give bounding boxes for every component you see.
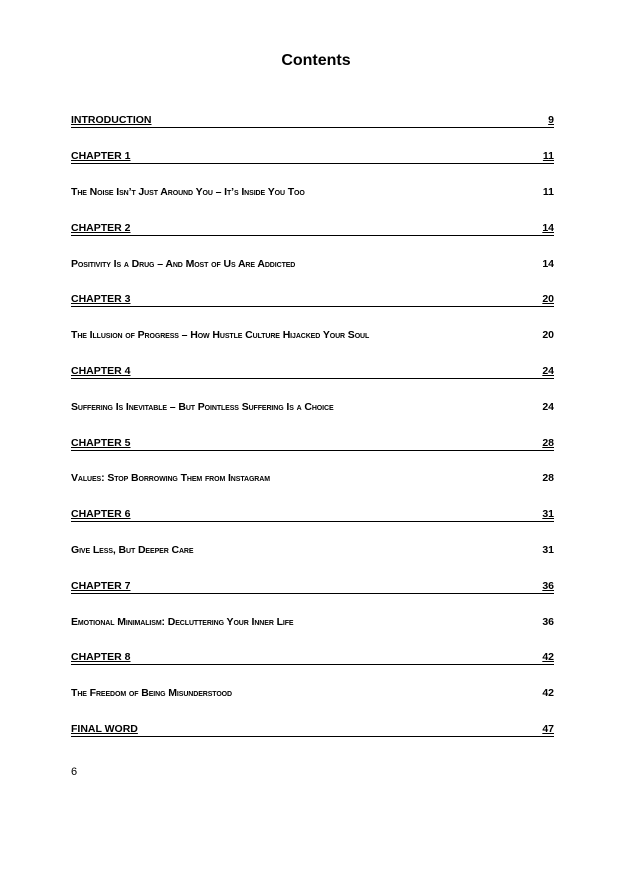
toc-leader-line: [71, 521, 554, 522]
toc-entry-page: 24: [542, 365, 554, 377]
toc-entry-title: Suffering Is Inevitable – But Pointless Suffering Is a Choice: [71, 401, 334, 413]
toc-entry-title: CHAPTER 2: [71, 222, 131, 234]
toc-leader-line: [71, 163, 554, 164]
toc-entry-title: Emotional Minimalism: Decluttering Your Inner Life: [71, 616, 294, 628]
toc-entry-page: 11: [542, 150, 554, 162]
toc-entry-page: 20: [542, 293, 554, 305]
toc-entry-title: The Freedom of Being Misunderstood: [71, 687, 232, 699]
toc-entry-page: 36: [542, 616, 554, 628]
toc-entry-title: CHAPTER 6: [71, 508, 131, 520]
toc-entry-section-3[interactable]: [71, 323, 554, 343]
toc-entry-chapter-5[interactable]: [71, 431, 554, 451]
toc-entry-page: 24: [542, 401, 554, 413]
toc-entry-page: 42: [542, 651, 554, 663]
toc-entry-title: FINAL WORD: [71, 723, 138, 735]
page-title: Contents: [281, 52, 351, 69]
toc-entry-page: 47: [542, 723, 554, 735]
toc-entry-section-2[interactable]: [71, 252, 554, 272]
toc-leader-line: [71, 306, 554, 307]
toc-leader-line: [71, 450, 554, 451]
toc-entry-page: 36: [542, 580, 554, 592]
toc-leader-line: [71, 127, 554, 128]
toc-entry-title: CHAPTER 3: [71, 293, 131, 305]
toc-entry-page: 14: [542, 222, 554, 234]
toc-leader-line: [71, 235, 554, 236]
toc-entry-section-7[interactable]: [71, 610, 554, 630]
toc-entry-introduction[interactable]: [71, 108, 554, 128]
toc-leader-line: [71, 664, 554, 665]
toc-entry-title: Give Less, But Deeper Care: [71, 544, 194, 556]
toc-entry-title: Positivity Is a Drug – And Most of Us Are Addicted: [71, 258, 296, 270]
toc-entry-section-6[interactable]: [71, 538, 554, 558]
toc-entry-title: The Noise Isn’t Just Around You – It’s Inside You Too: [71, 186, 305, 198]
toc-entry-title: CHAPTER 5: [71, 437, 131, 449]
toc-entry-section-1[interactable]: [71, 180, 554, 200]
toc-entry-page: 20: [542, 329, 554, 341]
toc-entry-chapter-6[interactable]: [71, 502, 554, 522]
toc-entry-chapter-1[interactable]: [71, 144, 554, 164]
toc-entry-chapter-7[interactable]: [71, 574, 554, 594]
toc-entry-page: 31: [542, 508, 554, 520]
toc-entry-title: CHAPTER 7: [71, 580, 131, 592]
toc-entry-chapter-8[interactable]: [71, 645, 554, 665]
toc-entry-page: 28: [542, 437, 554, 449]
toc-entry-title: Values: Stop Borrowing Them from Instagram: [71, 472, 270, 484]
toc-entry-title: INTRODUCTION: [71, 114, 152, 126]
toc-entry-chapter-3[interactable]: [71, 287, 554, 307]
toc-entry-title: CHAPTER 4: [71, 365, 131, 377]
toc-entry-final-word[interactable]: [71, 717, 554, 737]
toc-leader-line: [71, 593, 554, 594]
toc-entry-title: The Illusion of Progress – How Hustle Culture Hijacked Your Soul: [71, 329, 370, 341]
toc-leader-line: [71, 736, 554, 737]
page-number: 6: [71, 766, 78, 778]
toc-entry-title: CHAPTER 1: [71, 150, 131, 162]
toc-entry-title: CHAPTER 8: [71, 651, 131, 663]
toc-entry-chapter-4[interactable]: [71, 359, 554, 379]
toc-entry-page: 9: [548, 114, 554, 126]
toc-entry-page: 14: [542, 258, 554, 270]
toc-entry-section-5[interactable]: [71, 466, 554, 486]
toc-entry-chapter-2[interactable]: [71, 216, 554, 236]
toc-entry-page: 11: [542, 186, 554, 198]
toc-entry-page: 31: [542, 544, 554, 556]
toc-entry-page: 42: [542, 687, 554, 699]
toc-entry-section-4[interactable]: [71, 395, 554, 415]
toc-entry-page: 28: [542, 472, 554, 484]
toc-leader-line: [71, 378, 554, 379]
toc-entry-section-8[interactable]: [71, 681, 554, 701]
